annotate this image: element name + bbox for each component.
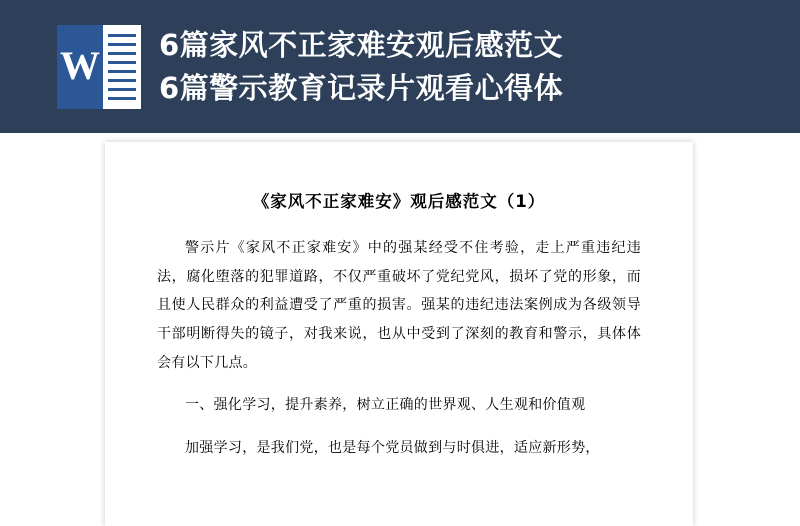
- word-icon-lines: [103, 25, 141, 109]
- word-icon-letter-block: [57, 25, 103, 109]
- document-title: 《家风不正家难安》观后感范文（1）: [252, 192, 546, 211]
- page-title-line-2: 6篇警示教育记录片观看心得体: [159, 70, 564, 105]
- word-icon-letter: W: [60, 42, 100, 88]
- page-title: [159, 24, 800, 108]
- document-paragraph: 一、强化学习，提升素养，树立正确的世界观、人生观和价值观: [185, 397, 586, 414]
- document-header-banner: [0, 0, 800, 133]
- word-document-icon: [57, 25, 141, 109]
- page-title-line-1: 6篇家风不正家难安观后感范文: [159, 28, 564, 63]
- document-paragraph: 警示片《家风不正家难安》中的强某经受不住考验，走上严重违纪违法，腐化堕落的犯罪道路，不仅严重破坏了党纪党风，损坏了党的形象，而且使人民群众的利益遭受了严重的损害。强某的违纪违法案例成为各级领导干部明断得失的镜子，对我来说，也从中受到了深刻的教育和警示，具体体会有以下几点。: [157, 240, 641, 371]
- document-paragraph: 加强学习，是我们党，也是每个党员做到与时俱进，适应新形势，: [185, 440, 600, 457]
- document-sheet: [105, 142, 693, 526]
